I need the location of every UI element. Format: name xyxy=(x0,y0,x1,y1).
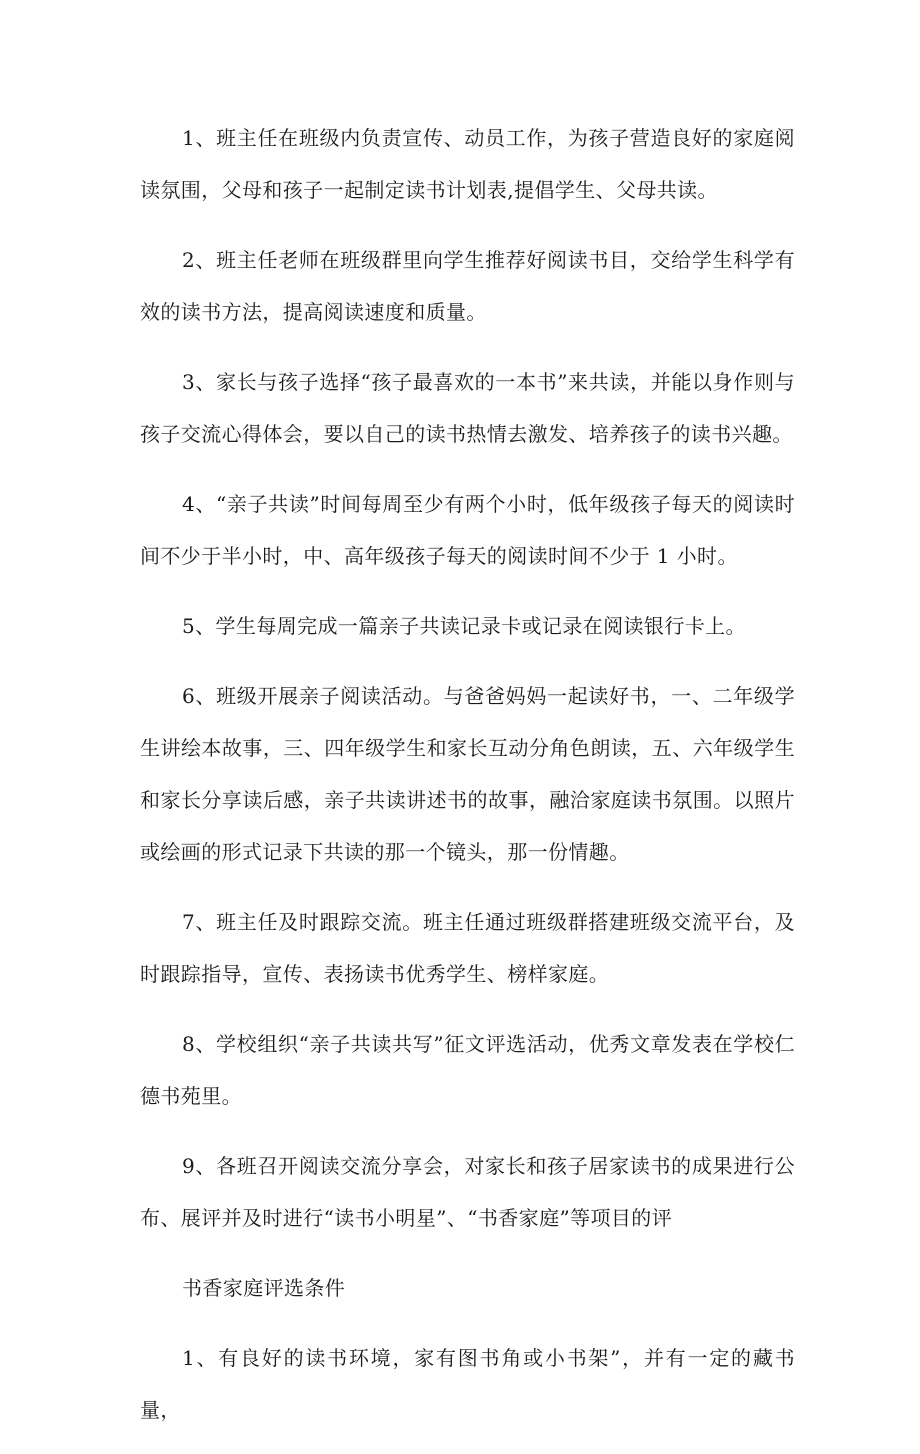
paragraph-1: 1、班主任在班级内负责宣传、动员工作，为孩子营造良好的家庭阅读氛围，父母和孩子一起制定读书计划表,提倡学生、父母共读。 xyxy=(140,126,795,202)
paragraph-7: 7、班主任及时跟踪交流。班主任通过班级群搭建班级交流平台，及时跟踪指导，宣传、表扬读书优秀学生、榜样家庭。 xyxy=(140,910,795,986)
paragraph-6: 6、班级开展亲子阅读活动。与爸爸妈妈一起读好书，一、二年级学生讲绘本故事，三、四年级学生和家长互动分角色朗读，五、六年级学生和家长分享读后感，亲子共读讲述书的故事，融洽家庭读书氛围。以照片或绘画的形式记录下共读的那一个镜头，那一份情趣。 xyxy=(140,684,795,864)
paragraph-3: 3、家长与孩子选择“孩子最喜欢的一本书”来共读，并能以身作则与孩子交流心得体会，要以自己的读书热情去激发、培养孩子的读书兴趣。 xyxy=(140,370,795,446)
document-body xyxy=(140,112,795,1454)
paragraph-4: 4、“亲子共读”时间每周至少有两个小时，低年级孩子每天的阅读时间不少于半小时，中、高年级孩子每天的阅读时间不少于 1 小时。 xyxy=(140,492,795,568)
paragraph-9: 9、各班召开阅读交流分享会，对家长和孩子居家读书的成果进行公布、展评并及时进行“读书小明星”、“书香家庭”等项目的评 xyxy=(140,1154,795,1230)
criteria-item-1: 1、有良好的读书环境，家有图书角或小书架”，并有一定的藏书量， xyxy=(140,1346,795,1422)
paragraph-8: 8、学校组织“亲子共读共写”征文评选活动，优秀文章发表在学校仁德书苑里。 xyxy=(140,1032,795,1108)
paragraph-5: 5、学生每周完成一篇亲子共读记录卡或记录在阅读银行卡上。 xyxy=(182,614,746,638)
section-heading: 书香家庭评选条件 xyxy=(182,1276,346,1300)
paragraph-2: 2、班主任老师在班级群里向学生推荐好阅读书目，交给学生科学有效的读书方法，提高阅读速度和质量。 xyxy=(140,248,795,324)
